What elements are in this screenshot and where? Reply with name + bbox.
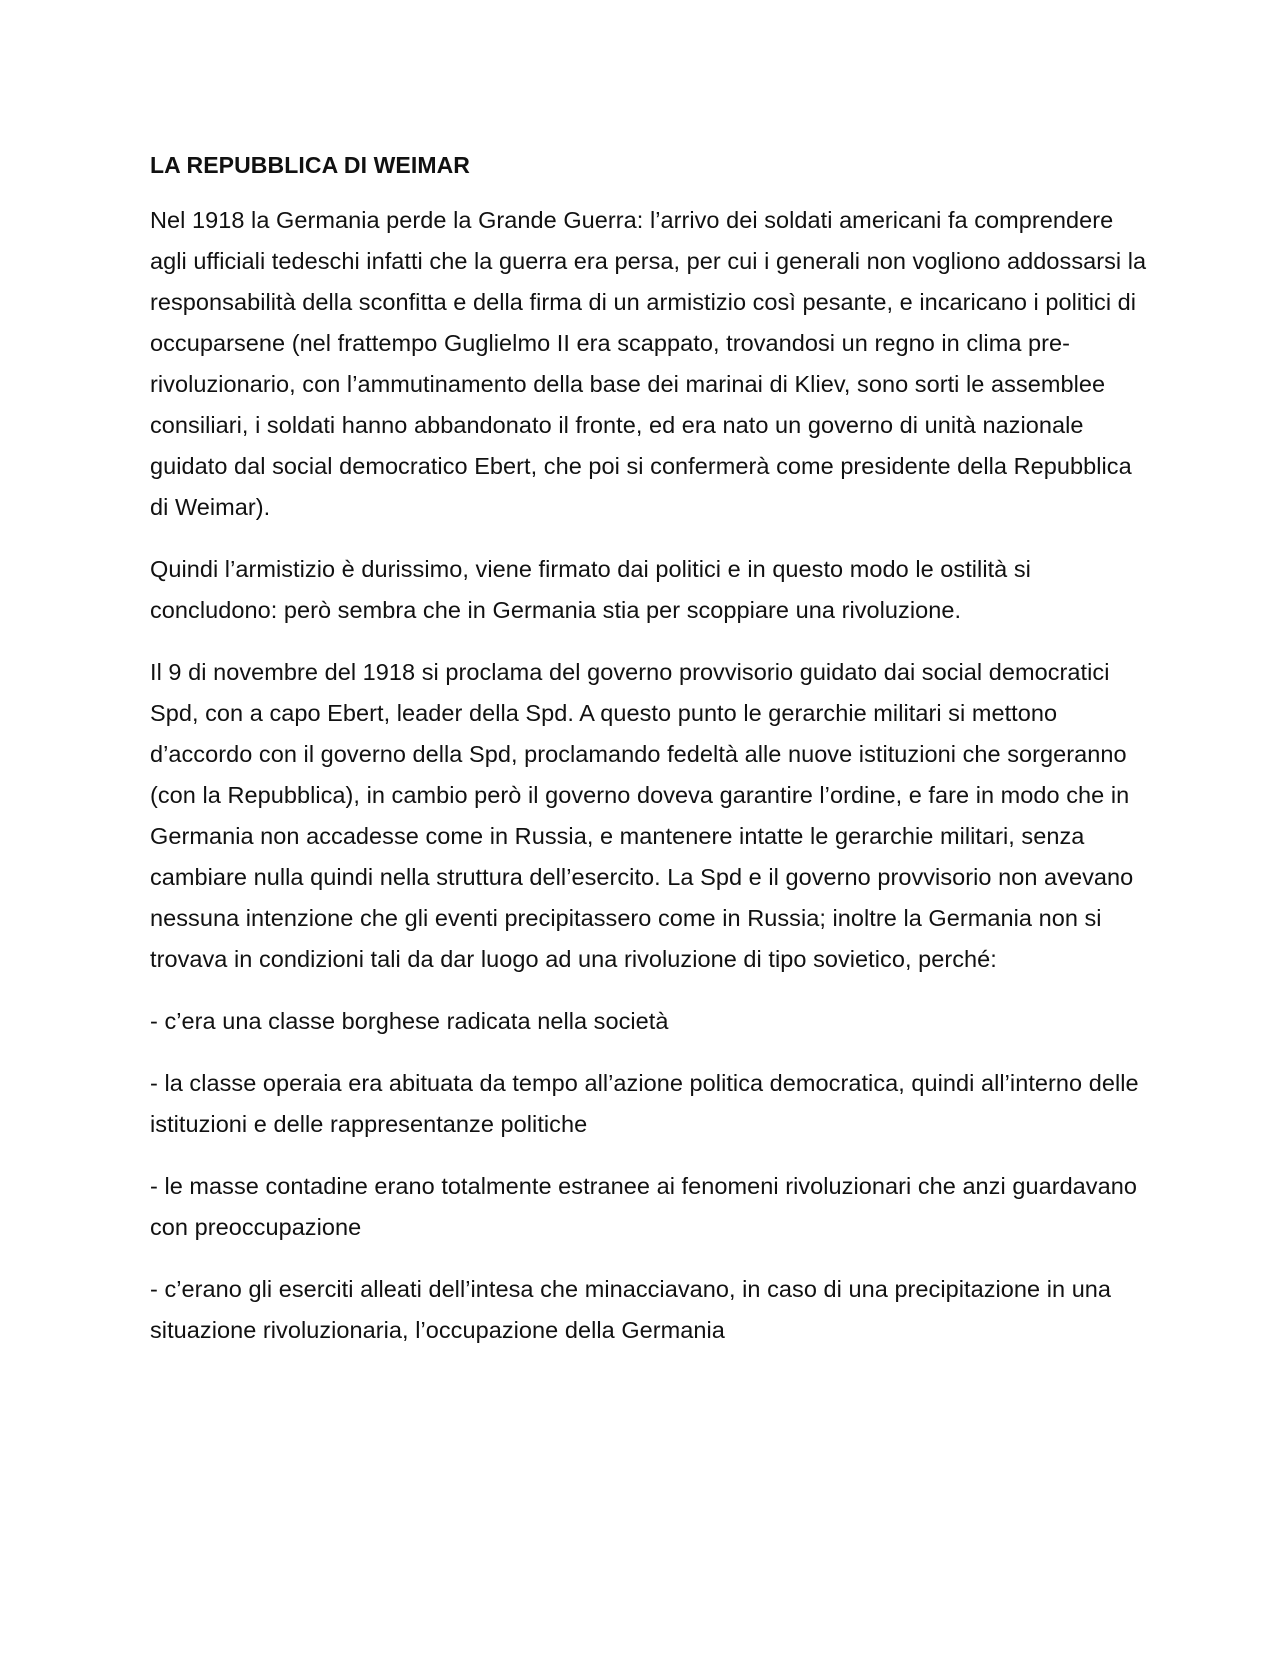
paragraph-armistice-background: Nel 1918 la Germania perde la Grande Guerra: l’arrivo dei soldati americani fa comprendere agli ufficiali tedeschi infatti che la guerra era persa, per cui i generali non vogliono addossarsi la responsabilità della sconfitta e della firma di un armistizio così pesante, e incaricano i politici di occuparsene (nel frattempo Guglielmo II era scappato, trovandosi un regno in clima pre-rivoluzionario, con l’ammutinamento della base dei marinai di Kliev, sono sorti le assemblee consiliari, i soldati hanno abbandonato il fronte, ed era nato un governo di unità nazionale guidato dal social democratico Ebert, che poi si confermerà come presidente della Repubblica di Weimar).: [150, 207, 1147, 520]
paragraph-provisional-government: Il 9 di novembre del 1918 si proclama del governo provvisorio guidato dai social democratici Spd, con a capo Ebert, leader della Spd. A questo punto le gerarchie militari si mettono d’accordo con il governo della Spd, proclamando fedeltà alle nuove istituzioni che sorgeranno (con la Repubblica), in cambio però il governo doveva garantire l’ordine, e fare in modo che in Germania non accadesse come in Russia, e mantenere intatte le gerarchie militari, senza cambiare nulla quindi nella struttura dell’esercito. La Spd e il governo provvisorio non avevano nessuna intenzione che gli eventi precipitassero come in Russia; inoltre la Germania non si trovava in condizioni tali da dar luogo ad una rivoluzione di tipo sovietico, perché:: [150, 659, 1134, 972]
document-title: LA REPUBBLICA DI WEIMAR: [150, 152, 471, 178]
list-item-working-class: - la classe operaia era abituata da tempo all’azione politica democratica, quindi all’interno delle istituzioni e delle rappresentanze politiche: [150, 1070, 1139, 1137]
list-item-peasant-masses: - le masse contadine erano totalmente estranee ai fenomeni rivoluzionari che anzi guardavano con preoccupazione: [150, 1173, 1137, 1240]
list-item-bourgeois-class: - c’era una classe borghese radicata nella società: [150, 1008, 669, 1034]
list-item-allied-armies: - c’erano gli eserciti alleati dell’intesa che minacciavano, in caso di una precipitazione in una situazione rivoluzionaria, l’occupazione della Germania: [150, 1276, 1112, 1343]
document-page: [150, 150, 1150, 1372]
paragraph-armistice-outcome: Quindi l’armistizio è durissimo, viene firmato dai politici e in questo modo le ostilità si concludono: però sembra che in Germania stia per scoppiare una rivoluzione.: [150, 556, 1031, 623]
